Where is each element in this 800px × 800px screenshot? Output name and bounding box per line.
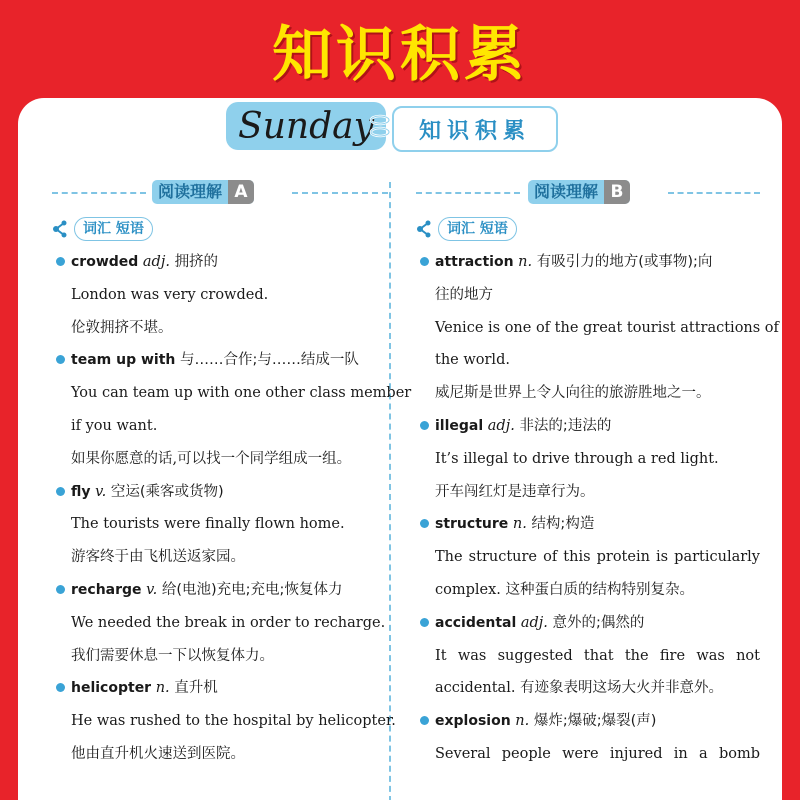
entry-text-line: 他由直升机火速送到医院。 xyxy=(71,745,245,762)
definition: 给(电池)充电;充电;恢复体力 xyxy=(161,581,343,598)
bullet-dot-icon xyxy=(420,618,429,627)
entry-headword-line xyxy=(416,607,760,640)
bullet-dot-icon xyxy=(56,585,65,594)
entry-text-line: Several people were injured in a bomb xyxy=(435,745,760,762)
definition: 意外的;偶然的 xyxy=(552,614,645,631)
reading-tag-a xyxy=(152,180,254,204)
bullet-dot-icon xyxy=(420,716,429,725)
dash-line xyxy=(416,192,520,194)
entry-text-line: The structure of this protein is particularly xyxy=(435,549,760,566)
entry-headword-line xyxy=(52,246,396,279)
entry-text-line: Venice is one of the great tourist attractions of xyxy=(435,319,779,336)
entry-text-line: We needed the break in order to recharge. xyxy=(71,614,386,631)
bullet-dot-icon xyxy=(56,487,65,496)
bullet-dot-icon xyxy=(56,257,65,266)
bullet-dot-icon xyxy=(56,683,65,692)
headword: fly xyxy=(71,483,91,500)
entry-text-line: 威尼斯是世界上令人向往的旅游胜地之一。 xyxy=(435,385,711,402)
definition: 结构;构造 xyxy=(531,516,595,533)
entry-headword-line xyxy=(416,410,760,443)
entry-headword-line xyxy=(416,246,760,279)
share-icon xyxy=(52,220,68,238)
definition: 爆炸;爆破;爆裂(声) xyxy=(533,713,657,730)
reading-tag-b xyxy=(528,180,630,204)
definition: 非法的;违法的 xyxy=(519,417,612,434)
headword: accidental xyxy=(435,614,517,631)
reading-tag-letter: B xyxy=(604,180,630,204)
dash-line xyxy=(52,192,146,194)
definition: 拥挤的 xyxy=(174,254,219,270)
share-icon xyxy=(416,220,432,238)
entry-text-line: if you want. xyxy=(71,417,158,434)
entry-text-line: 开车闯红灯是违章行为。 xyxy=(435,483,595,500)
part-of-speech: n. xyxy=(515,713,530,730)
entries-list-a xyxy=(52,246,412,771)
section-title-box xyxy=(392,106,558,152)
headword: helicopter xyxy=(71,680,152,697)
entries-list-b xyxy=(416,246,779,771)
day-label: Sunday xyxy=(238,105,374,147)
definition: 直升机 xyxy=(174,680,218,697)
bullet-dot-icon xyxy=(420,257,429,266)
entry-headword-line xyxy=(52,344,396,377)
reading-tag-label: 阅读理解 xyxy=(534,182,599,201)
headword: crowded xyxy=(71,254,139,270)
entry-text-line: 伦敦拥挤不堪。 xyxy=(71,319,173,336)
entry-text-line: London was very crowded. xyxy=(71,286,269,303)
reading-tag-label: 阅读理解 xyxy=(158,182,223,201)
entry-headword-line xyxy=(52,476,396,509)
entry-text-line: complex. 这种蛋白质的结构特别复杂。 xyxy=(435,581,694,598)
part-of-speech: adj. xyxy=(487,417,515,434)
category-pill: 词汇 短语 xyxy=(438,217,517,241)
part-of-speech: n. xyxy=(518,254,533,270)
category-row-a xyxy=(52,212,396,246)
entry-text-line: He was rushed to the hospital by helicopter. xyxy=(71,713,396,730)
section-header-b xyxy=(416,176,760,208)
entry-text-line: The tourists were finally flown home. xyxy=(71,516,345,533)
definition: 与……合作;与……结成一队 xyxy=(179,352,359,369)
headword: team up with xyxy=(71,352,176,369)
content-sheet xyxy=(18,98,782,800)
entry-text-line: the world. xyxy=(435,352,510,369)
entry-headword-line xyxy=(52,574,396,607)
entry-text-line: 我们需要休息一下以恢复体力。 xyxy=(71,647,274,664)
section-title: 知识积累 xyxy=(418,118,531,144)
entry-headword-line xyxy=(416,508,760,541)
category-pill: 词汇 短语 xyxy=(74,217,153,241)
entry-headword-line xyxy=(52,672,396,705)
dash-line xyxy=(668,192,760,194)
bullet-dot-icon xyxy=(420,421,429,430)
section-header-a xyxy=(52,176,396,208)
entry-text-line: It’s illegal to drive through a red light. xyxy=(435,450,719,467)
bullet-dot-icon xyxy=(420,519,429,528)
column-b xyxy=(416,176,779,771)
column-a xyxy=(52,176,412,771)
part-of-speech: v. xyxy=(146,581,158,598)
entry-text-line: 往的地方 xyxy=(435,286,493,303)
entry-headword-line xyxy=(416,705,760,738)
part-of-speech: n. xyxy=(512,516,527,533)
entry-text-line: 如果你愿意的话,可以找一个同学组成一组。 xyxy=(71,450,352,467)
entry-text-line: 游客终于由飞机送返家园。 xyxy=(71,549,245,566)
part-of-speech: v. xyxy=(95,483,107,500)
top-banner xyxy=(0,0,800,100)
part-of-speech: adj. xyxy=(142,254,170,270)
category-row-b xyxy=(416,212,760,246)
headword: illegal xyxy=(435,417,484,434)
headword: attraction xyxy=(435,254,514,270)
bullet-dot-icon xyxy=(56,355,65,364)
headword: explosion xyxy=(435,713,511,730)
entry-text-line: It was suggested that the fire was not xyxy=(435,647,760,664)
definition: 有吸引力的地方(或事物);向 xyxy=(536,254,713,270)
dash-line xyxy=(292,192,388,194)
headword: structure xyxy=(435,516,509,533)
entry-text-line: You can team up with one other class member xyxy=(71,385,412,402)
banner-title: 知识积累 xyxy=(272,20,528,90)
part-of-speech: adj. xyxy=(520,614,548,631)
reading-tag-letter: A xyxy=(228,180,254,204)
headword: recharge xyxy=(71,581,142,598)
day-tag xyxy=(226,102,386,150)
part-of-speech: n. xyxy=(155,680,170,697)
entry-text-line: accidental. 有迹象表明这场大火并非意外。 xyxy=(435,680,724,697)
definition: 空运(乘客或货物) xyxy=(110,483,224,500)
